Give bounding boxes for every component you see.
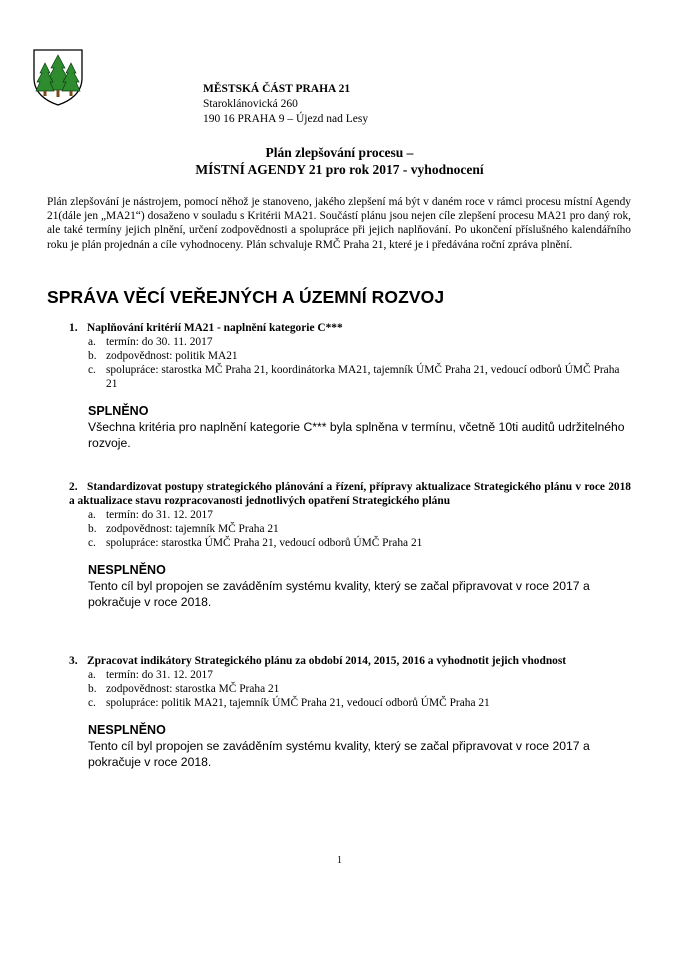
goal-number: 1.: [69, 322, 78, 334]
detail-responsibility: [88, 349, 631, 363]
detail-letter: a.: [88, 509, 96, 521]
detail-text: termín: do 31. 12. 2017: [106, 509, 213, 521]
title-line-1: Plán zlepšování procesu –: [265, 145, 414, 160]
detail-letter: b.: [88, 350, 97, 362]
goal-item-3: [69, 654, 631, 770]
municipal-crest-logo: [32, 48, 84, 106]
goal-status: [69, 563, 631, 610]
goal-status: [69, 723, 631, 770]
status-label: NESPLNĚNO: [88, 563, 166, 577]
goal-title: [69, 321, 631, 335]
title-line-2: MÍSTNÍ AGENDY 21 pro rok 2017 - vyhodnocení: [195, 162, 484, 177]
status-text: Tento cíl byl propojen se zaváděním systému kvality, který se začal připravovat v roce 2017 a pokračuje v roce 2018.: [88, 739, 590, 769]
goal-title-text: Naplňování kritérií MA21 - naplnění kategorie C***: [87, 322, 343, 334]
goal-title-text: Zpracovat indikátory Strategického plánu za období 2014, 2015, 2016 a vyhodnotit jejich vhodnost: [87, 655, 567, 667]
detail-letter: b.: [88, 523, 97, 535]
detail-deadline: [88, 508, 631, 522]
detail-text: spolupráce: starostka ÚMČ Praha 21, vedoucí odborů ÚMČ Praha 21: [106, 537, 423, 549]
goal-details: [69, 335, 631, 391]
status-text: Tento cíl byl propojen se zaváděním systému kvality, který se začal připravovat v roce 2017 a pokračuje v roce 2018.: [88, 579, 590, 609]
detail-deadline: [88, 668, 631, 682]
detail-text: zodpovědnost: politik MA21: [106, 350, 238, 362]
section-heading: SPRÁVA VĚCÍ VEŘEJNÝCH A ÚZEMNÍ ROZVOJ: [47, 287, 445, 307]
goal-title: [69, 654, 631, 668]
address-street: Staroklánovická 260: [203, 98, 298, 110]
status-label: NESPLNĚNO: [88, 723, 166, 737]
goal-item-2: [69, 480, 631, 610]
goal-details: [69, 668, 631, 710]
detail-responsibility: [88, 522, 631, 536]
detail-letter: a.: [88, 336, 96, 348]
status-label: SPLNĚNO: [88, 404, 149, 418]
detail-text: spolupráce: politik MA21, tajemník ÚMČ Praha 21, vedoucí odborů ÚMČ Praha 21: [106, 697, 490, 709]
detail-cooperation: [88, 696, 631, 710]
detail-deadline: [88, 335, 631, 349]
organization-name: MĚSTSKÁ ČÁST PRAHA 21: [203, 83, 351, 95]
detail-responsibility: [88, 682, 631, 696]
goal-title: [69, 480, 631, 508]
detail-letter: c.: [88, 697, 96, 709]
page-number: 1: [337, 855, 342, 866]
goal-details: [69, 508, 631, 550]
detail-letter: a.: [88, 669, 96, 681]
goal-status: [69, 404, 631, 451]
detail-letter: b.: [88, 683, 97, 695]
document-title: [0, 144, 679, 178]
detail-cooperation: [88, 363, 631, 391]
detail-text: spolupráce: starostka MČ Praha 21, koordinátorka MA21, tajemník ÚMČ Praha 21, vedoucí odborů ÚMČ Praha 21: [106, 364, 620, 390]
goal-title-text: Standardizovat postupy strategického plánování a řízení, přípravy aktualizace Strategického plánu v roce 2018 a aktualizace stavu rozpracovanosti jednotlivých opatření Strategického plánu: [69, 481, 631, 507]
detail-letter: c.: [88, 364, 96, 376]
detail-text: termín: do 30. 11. 2017: [106, 336, 213, 348]
organization-header: [203, 82, 368, 127]
detail-text: zodpovědnost: tajemník MČ Praha 21: [106, 523, 279, 535]
intro-paragraph: Plán zlepšování je nástrojem, pomocí něhož je stanoveno, jakého zlepšení má být v daném roce v rámci procesu místní Agendy 21(dále jen „MA21“) dosaženo v souladu s Kritérii MA21. Součástí plánu jsou nejen cíle zlepšení procesu MA21 pro daný rok, ale také termíny jejich plnění, určení zodpovědnosti a spolupráce při jejich naplňování. Po ukončení příslušného kalendářního roku je plán projednán a cíle vyhodnoceny. Plán schvaluje RMČ Praha 21, které je i předávána roční zpráva plnění.: [47, 196, 631, 251]
detail-letter: c.: [88, 537, 96, 549]
address-city: 190 16 PRAHA 9 – Újezd nad Lesy: [203, 113, 369, 125]
detail-text: termín: do 31. 12. 2017: [106, 669, 213, 681]
goal-number: 2.: [69, 481, 78, 493]
goal-item-1: [69, 321, 631, 451]
detail-text: zodpovědnost: starostka MČ Praha 21: [106, 683, 280, 695]
goal-number: 3.: [69, 655, 78, 667]
detail-cooperation: [88, 536, 631, 550]
status-text: Všechna kritéria pro naplnění kategorie C*** byla splněna v termínu, včetně 10ti auditů udržitelného rozvoje.: [88, 420, 625, 450]
